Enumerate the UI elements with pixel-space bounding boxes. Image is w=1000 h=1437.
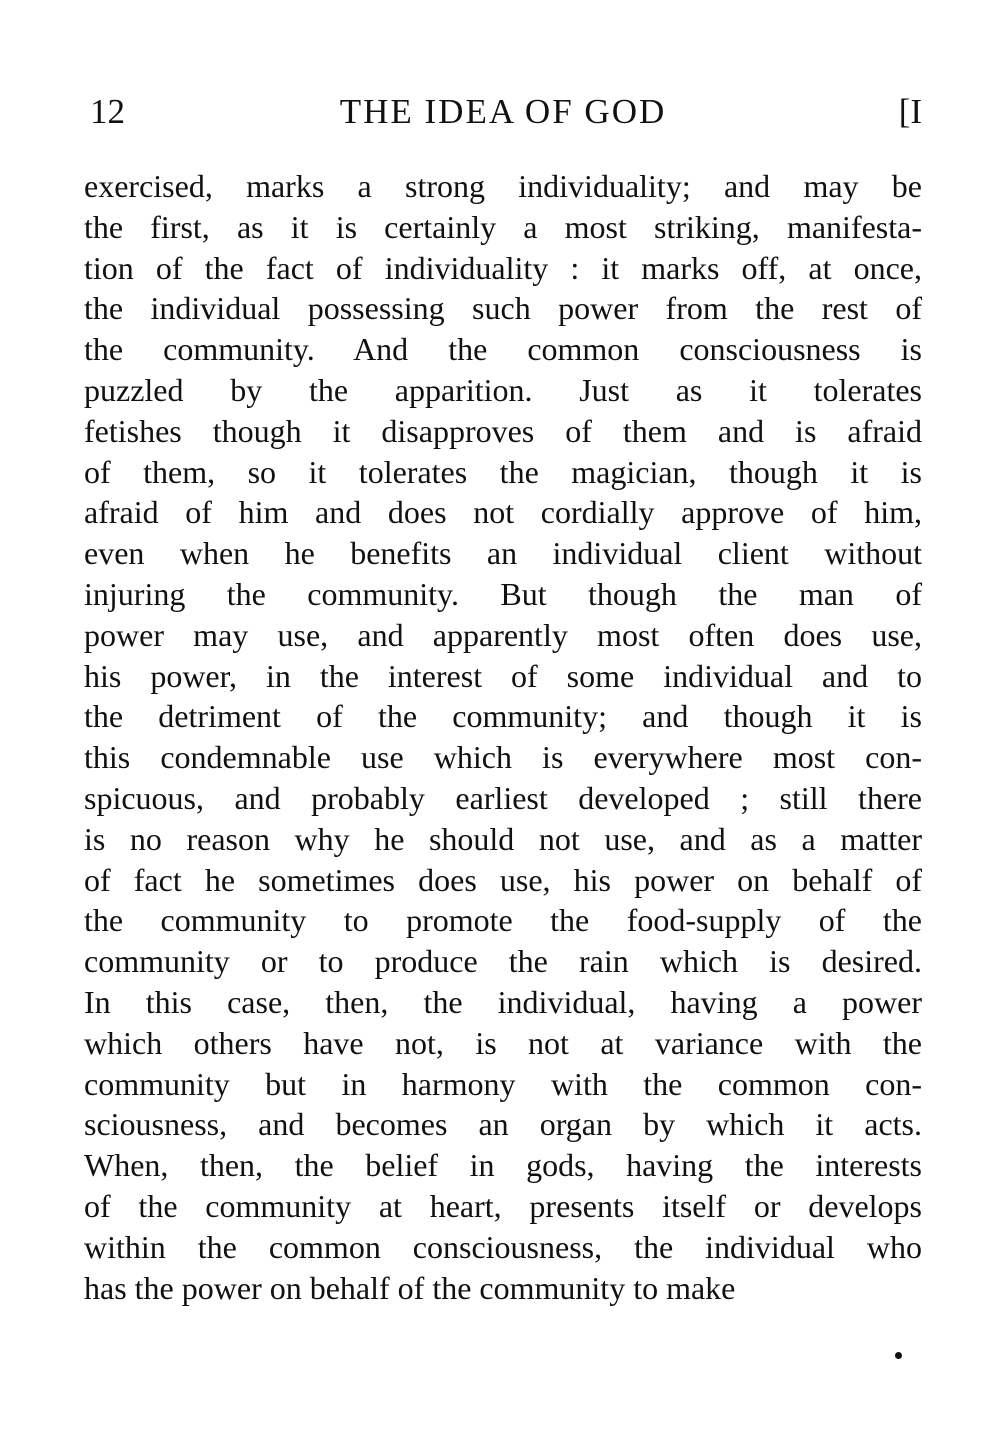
text-line: this condemnable use which is everywhere most con-	[84, 739, 922, 776]
text-line: exercised, marks a strong individuality; and may be	[84, 168, 922, 204]
text-line: which others have not, is not at variance with the	[84, 1024, 922, 1061]
text-line: has the power on behalf of the community to make	[84, 1269, 736, 1306]
text-line: power may use, and apparently most often does use,	[84, 616, 922, 653]
text-line: tion of the fact of individuality : it marks off, at once,	[84, 249, 922, 286]
text-line: of fact he sometimes does use, his power on behalf of	[84, 861, 922, 898]
text-line: the community to promote the food-supply of the	[84, 902, 922, 939]
text-line: even when he benefits an individual client without	[84, 535, 922, 572]
text-line: injuring the community. But though the man of	[84, 575, 922, 612]
chapter-mark: [I	[898, 92, 922, 131]
body-paragraph	[84, 166, 922, 1308]
text-line: of the community at heart, presents itself or develops	[84, 1187, 922, 1224]
text-line: When, then, the belief in gods, having the interests	[84, 1147, 922, 1184]
text-line: fetishes though it disapproves of them and is afraid	[84, 412, 922, 449]
text-line: the detriment of the community; and though it is	[84, 698, 922, 735]
text-line: In this case, then, the individual, having a power	[84, 983, 922, 1020]
text-line: sciousness, and becomes an organ by which it acts.	[84, 1106, 922, 1143]
text-line: afraid of him and does not cordially approve of him,	[84, 494, 922, 531]
text-line: spicuous, and probably earliest developed ; still there	[84, 779, 922, 816]
running-head	[84, 88, 922, 136]
text-line: the first, as it is certainly a most striking, manifesta-	[84, 208, 922, 245]
text-line: within the common consciousness, the individual who	[84, 1228, 922, 1265]
text-line: community but in harmony with the common con-	[84, 1065, 922, 1102]
text-line: of them, so it tolerates the magician, though it is	[84, 453, 922, 490]
text-line: the individual possessing such power from the rest of	[84, 290, 922, 327]
page-number: 12	[90, 92, 125, 131]
text-line: the community. And the common consciousness is	[84, 331, 922, 368]
text-line: puzzled by the apparition. Just as it tolerates	[84, 371, 922, 408]
ink-dot-mark	[895, 1352, 902, 1359]
text-line: is no reason why he should not use, and as a matter	[84, 820, 922, 857]
text-line: his power, in the interest of some individual and to	[84, 657, 922, 694]
running-title: THE IDEA OF GOD	[339, 92, 667, 131]
text-line: community or to produce the rain which is desired.	[84, 943, 922, 980]
